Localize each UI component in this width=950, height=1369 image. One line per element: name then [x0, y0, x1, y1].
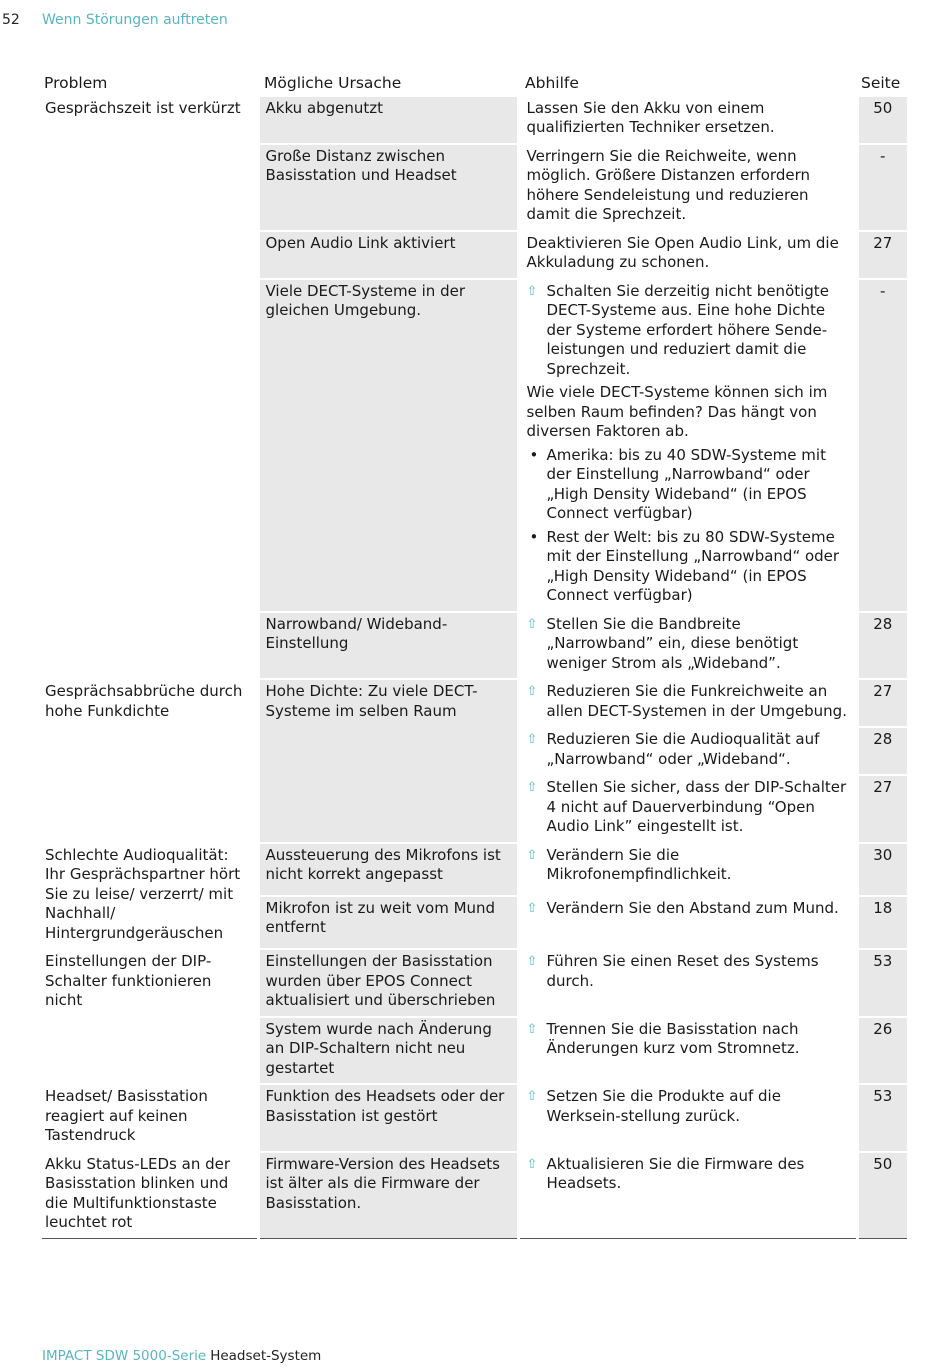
- cause-cell: System wurde nach Änderung an DIP-Schaltern nicht neu gestartet: [258, 1017, 518, 1085]
- remedy-step-text: Trennen Sie die Basisstation nach Änderungen kurz vom Stromnetz.: [546, 1019, 800, 1057]
- cause-cell: Große Distanz zwischen Basisstation und Headset: [258, 144, 518, 231]
- remedy-bullet-text: Rest der Welt: bis zu 80 SDW-Systeme mit der Einstellung „Narrowband“ oder „High Density Wideband“ (in EPOS Connect verfügbar): [546, 527, 840, 604]
- bullet-icon: •: [529, 527, 539, 546]
- remedy-step: [527, 1155, 852, 1194]
- page-ref: -: [857, 279, 907, 612]
- remedy-step-text: Stellen Sie die Bandbreite „Narrowband” ein, diese benötigt weniger Strom als „Wideband”.: [546, 614, 799, 672]
- remedy-step-text: Führen Sie einen Reset des Systems durch.: [546, 952, 819, 990]
- problem-cell: Schlechte Audioqualität: Ihr Gesprächspartner hört Sie zu leise/ verzerrt/ mit Nachhall/ Hintergrundgeräuschen: [42, 843, 258, 950]
- arrow-up-icon: ⇧: [526, 847, 538, 863]
- col-header-problem: Problem: [42, 72, 258, 96]
- problem-cell: Headset/ Basisstation reagiert auf keinen Tastendruck: [42, 1084, 258, 1152]
- cause-cell: Firmware-Version des Headsets ist älter als die Firmware der Basisstation.: [258, 1152, 518, 1239]
- problem-cell: Gesprächszeit ist verkürzt: [42, 96, 258, 680]
- remedy-cell: [518, 679, 857, 727]
- remedy-cell: [518, 1017, 857, 1085]
- troubleshooting-table: [42, 72, 907, 1239]
- remedy-cell: [518, 949, 857, 1017]
- footer-product: IMPACT SDW 5000-Serie: [42, 1348, 207, 1364]
- arrow-up-icon: ⇧: [526, 684, 538, 699]
- remedy-cell: Lassen Sie den Akku von einem qualifizierten Techniker ersetzen.: [518, 96, 857, 144]
- arrow-up-icon: ⇧: [526, 616, 538, 632]
- col-header-cause: Mögliche Ursache: [258, 72, 518, 96]
- cause-cell: Aussteuerung des Mikrofons ist nicht korrekt angepasst: [258, 843, 518, 896]
- table-row: [42, 96, 907, 144]
- cause-cell: Akku abgenutzt: [258, 96, 518, 144]
- arrow-up-icon: ⇧: [526, 283, 538, 299]
- cause-cell: Funktion des Headsets oder der Basisstation ist gestört: [258, 1084, 518, 1152]
- section-title: Wenn Störungen auftreten: [42, 12, 228, 28]
- page-ref: 50: [857, 96, 907, 144]
- remedy-step-text: Schalten Sie derzeitig nicht benötigte DECT-Systeme aus. Eine hohe Dichte der Systeme erfordert höhere Sende-leistungen und reduziert damit die Sprechzeit.: [546, 281, 829, 378]
- arrow-up-icon: ⇧: [526, 780, 538, 795]
- arrow-up-icon: ⇧: [526, 954, 538, 969]
- cause-cell: Viele DECT-Systeme in der gleichen Umgebung.: [258, 279, 518, 612]
- footer: [42, 1348, 321, 1364]
- cause-cell: Einstellungen der Basisstation wurden über EPOS Connect aktualisiert und überschrieben: [258, 949, 518, 1017]
- table-row: [42, 843, 907, 896]
- problem-cell: Akku Status-LEDs an der Basisstation blinken und die Multifunktionstaste leuchtet rot: [42, 1152, 258, 1239]
- remedy-step: [527, 778, 852, 837]
- remedy-step-text: Verändern Sie die Mikrofonempfindlichkeit.: [546, 845, 732, 883]
- remedy-step: [527, 730, 852, 769]
- arrow-up-icon: ⇧: [526, 1089, 538, 1104]
- page-ref: 27: [857, 231, 907, 279]
- cause-cell: Open Audio Link aktiviert: [258, 231, 518, 279]
- arrow-up-icon: ⇧: [526, 900, 538, 916]
- page-ref: 27: [857, 679, 907, 727]
- remedy-step: [527, 952, 852, 991]
- remedy-step-text: Verändern Sie den Abstand zum Mund.: [546, 898, 839, 917]
- remedy-cell: [518, 843, 857, 896]
- remedy-bullet-text: Amerika: bis zu 40 SDW-Systeme mit der Einstellung „Narrowband“ oder „High Density Wideband“ (in EPOS Connect verfügbar): [546, 445, 826, 522]
- remedy-cell: [518, 612, 857, 680]
- page-ref: 26: [857, 1017, 907, 1085]
- table-row: [42, 949, 907, 1017]
- arrow-up-icon: ⇧: [526, 1021, 538, 1037]
- arrow-up-icon: ⇧: [526, 1156, 538, 1172]
- remedy-bullet: [527, 528, 852, 606]
- page-ref: 30: [857, 843, 907, 896]
- remedy-step-text: Reduzieren Sie die Funkreichweite an allen DECT-Systemen in der Umgebung.: [546, 682, 847, 720]
- page-ref: -: [857, 144, 907, 231]
- remedy-cell: [518, 1152, 857, 1239]
- remedy-step-text: Reduzieren Sie die Audioqualität auf „Narrowband“ oder „Wideband“.: [546, 730, 820, 768]
- page-ref: 50: [857, 1152, 907, 1239]
- table-row: [42, 679, 907, 727]
- col-header-page: Seite: [857, 72, 907, 96]
- remedy-cell: [518, 279, 857, 612]
- remedy-step-text: Stellen Sie sicher, dass der DIP-Schalter 4 nicht auf Dauerverbindung “Open Audio Link” eingestellt ist.: [546, 778, 847, 835]
- cause-cell: Hohe Dichte: Zu viele DECT-Systeme im selben Raum: [258, 679, 518, 843]
- remedy-step: [527, 1087, 852, 1126]
- footer-subtitle: Headset-System: [210, 1348, 322, 1364]
- page-ref: 53: [857, 949, 907, 1017]
- page-ref: 18: [857, 896, 907, 949]
- remedy-bullet: [527, 446, 852, 524]
- remedy-cell: [518, 1084, 857, 1152]
- remedy-cell: [518, 727, 857, 775]
- arrow-up-icon: ⇧: [526, 732, 538, 747]
- remedy-step: [527, 615, 852, 674]
- cause-cell: Mikrofon ist zu weit vom Mund entfernt: [258, 896, 518, 949]
- table-header-row: [42, 72, 907, 96]
- remedy-step: [527, 1020, 852, 1059]
- remedy-step: [527, 846, 852, 885]
- remedy-step-text: Aktualisieren Sie die Firmware des Headsets.: [546, 1154, 805, 1192]
- table-row: [42, 1152, 907, 1239]
- problem-cell: Gesprächsabbrüche durch hohe Funkdichte: [42, 679, 258, 843]
- remedy-cell: [518, 775, 857, 843]
- cause-cell: Narrowband/ Wideband-Einstellung: [258, 612, 518, 680]
- problem-cell: Einstellungen der DIP-Schalter funktionieren nicht: [42, 949, 258, 1084]
- page-ref: 28: [857, 612, 907, 680]
- remedy-step-text: Setzen Sie die Produkte auf die Werksein-stellung zurück.: [546, 1087, 781, 1125]
- remedy-step: [527, 682, 852, 721]
- page-ref: 27: [857, 775, 907, 843]
- page-ref: 28: [857, 727, 907, 775]
- table-row: [42, 1084, 907, 1152]
- remedy-step: [527, 899, 852, 919]
- page-ref: 53: [857, 1084, 907, 1152]
- remedy-step: [527, 282, 852, 380]
- col-header-remedy: Abhilfe: [518, 72, 857, 96]
- remedy-cell: [518, 896, 857, 949]
- remedy-note: Wie viele DECT-Systeme können sich im selben Raum befinden? Das hängt von diversen Faktoren ab.: [526, 383, 828, 440]
- remedy-cell: Verringern Sie die Reichweite, wenn möglich. Größere Distanzen erfordern höhere Sendeleistung und reduzieren damit die Sprechzeit.: [518, 144, 857, 231]
- bullet-icon: •: [529, 445, 539, 464]
- page-number: 52: [2, 12, 20, 28]
- remedy-cell: Deaktivieren Sie Open Audio Link, um die Akkuladung zu schonen.: [518, 231, 857, 279]
